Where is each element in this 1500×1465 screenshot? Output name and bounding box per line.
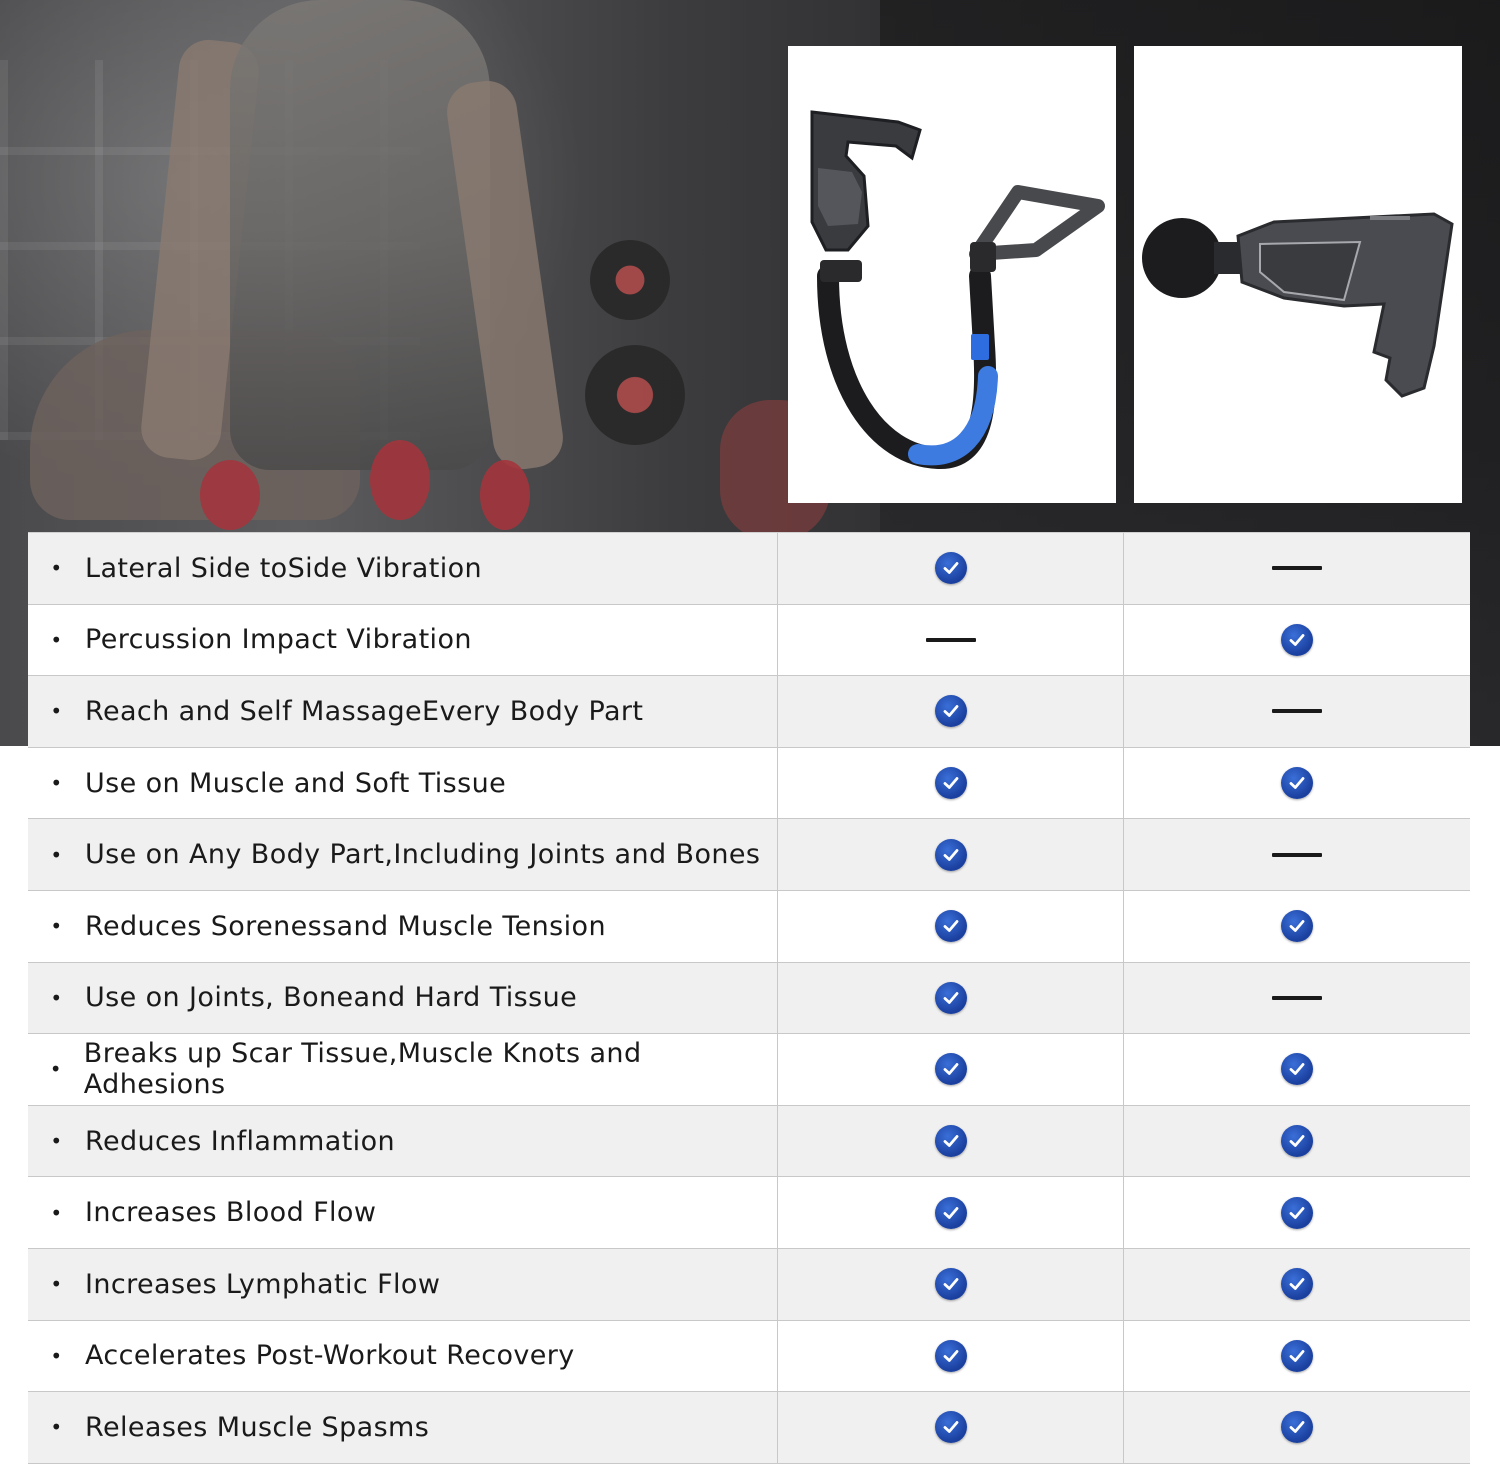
feature-cell <box>28 819 778 890</box>
strap-massager-image <box>788 46 1116 503</box>
right-product-cell <box>1124 605 1470 676</box>
bullet-icon: • <box>50 771 63 796</box>
check-icon <box>935 982 967 1014</box>
feature-label: Increases Blood Flow <box>85 1197 377 1229</box>
check-icon <box>1281 1197 1313 1229</box>
checkmark-glyph <box>1287 1417 1307 1437</box>
check-icon <box>935 1125 967 1157</box>
check-icon <box>1281 1053 1313 1085</box>
check-icon <box>935 1268 967 1300</box>
table-row <box>28 819 1470 891</box>
dash-icon <box>1272 566 1322 570</box>
right-product-cell <box>1124 963 1470 1034</box>
bullet-icon: • <box>50 842 63 867</box>
dash-icon <box>1272 996 1322 1000</box>
dash-icon <box>926 638 976 642</box>
left-product-cell <box>778 1177 1124 1248</box>
feature-label: Breaks up Scar Tissue,Muscle Knots and Adhesions <box>83 1038 642 1101</box>
checkmark-glyph <box>1287 630 1307 650</box>
table-row <box>28 676 1470 748</box>
right-product-cell <box>1124 891 1470 962</box>
checkmark-glyph <box>1287 1203 1307 1223</box>
feature-cell <box>28 605 778 676</box>
checkmark-glyph <box>941 558 961 578</box>
right-product-cell <box>1124 1249 1470 1320</box>
feature-label: Use on Muscle and Soft Tissue <box>85 767 507 799</box>
check-icon <box>1281 767 1313 799</box>
weight-plate <box>585 345 685 445</box>
left-product-cell <box>778 533 1124 604</box>
check-icon <box>935 552 967 584</box>
weight-plate <box>590 240 670 320</box>
massage-gun-card <box>1134 46 1462 503</box>
strap-massager-card <box>788 46 1116 503</box>
table-row <box>28 1106 1470 1178</box>
checkmark-glyph <box>941 1059 961 1079</box>
check-icon <box>935 839 967 871</box>
feature-cell <box>28 1034 778 1105</box>
checkmark-glyph <box>1287 1131 1307 1151</box>
left-product-cell <box>778 1034 1124 1105</box>
feature-cell <box>28 1321 778 1392</box>
left-product-cell <box>778 963 1124 1034</box>
left-product-cell <box>778 891 1124 962</box>
left-product-cell <box>778 1392 1124 1463</box>
check-icon <box>1281 1340 1313 1372</box>
table-row <box>28 963 1470 1035</box>
check-icon <box>1281 1268 1313 1300</box>
checkmark-glyph <box>941 773 961 793</box>
feature-cell <box>28 1392 778 1463</box>
athlete-torso <box>230 0 490 470</box>
right-product-cell <box>1124 748 1470 819</box>
feature-cell <box>28 533 778 604</box>
checkmark-glyph <box>941 988 961 1008</box>
checkmark-glyph <box>1287 1274 1307 1294</box>
feature-cell <box>28 1249 778 1320</box>
right-product-cell <box>1124 1106 1470 1177</box>
left-product-cell <box>778 748 1124 819</box>
dumbbell <box>480 460 530 530</box>
feature-label: Percussion Impact Vibration <box>85 624 472 656</box>
table-row <box>28 748 1470 820</box>
right-product-cell <box>1124 1321 1470 1392</box>
check-icon <box>935 767 967 799</box>
checkmark-glyph <box>941 1417 961 1437</box>
check-icon <box>935 1340 967 1372</box>
left-product-cell <box>778 605 1124 676</box>
feature-cell <box>28 748 778 819</box>
table-row <box>28 1177 1470 1249</box>
checkmark-glyph <box>941 1203 961 1223</box>
feature-label: Use on Joints, Boneand Hard Tissue <box>85 982 578 1014</box>
right-product-cell <box>1124 1177 1470 1248</box>
right-product-cell <box>1124 1392 1470 1463</box>
dumbbell <box>200 460 260 530</box>
feature-label: Reach and Self MassageEvery Body Part <box>85 695 644 727</box>
table-row <box>28 1034 1470 1106</box>
left-product-cell <box>778 676 1124 747</box>
feature-label: Reduces Sorenessand Muscle Tension <box>85 910 606 942</box>
left-product-cell <box>778 1106 1124 1177</box>
dash-icon <box>1272 709 1322 713</box>
bullet-icon: • <box>50 1129 63 1154</box>
bullet-icon: • <box>50 627 63 652</box>
massage-ball-head <box>1142 218 1222 298</box>
feature-label: Reduces Inflammation <box>85 1125 396 1157</box>
massage-gun-image <box>1134 46 1462 503</box>
check-icon <box>935 1197 967 1229</box>
feature-label: Use on Any Body Part,Including Joints and Bones <box>85 839 761 871</box>
bullet-icon: • <box>50 1200 63 1225</box>
checkmark-glyph <box>1287 1346 1307 1366</box>
check-icon <box>1281 1411 1313 1443</box>
feature-cell <box>28 676 778 747</box>
check-icon <box>935 910 967 942</box>
dash-icon <box>1272 853 1322 857</box>
feature-comparison-table <box>28 532 1470 1464</box>
checkmark-glyph <box>1287 916 1307 936</box>
right-product-cell <box>1124 819 1470 890</box>
table-row <box>28 1249 1470 1321</box>
feature-label: Releases Muscle Spasms <box>85 1411 430 1443</box>
left-product-cell <box>778 819 1124 890</box>
checkmark-glyph <box>1287 773 1307 793</box>
checkmark-glyph <box>1287 1059 1307 1079</box>
checkmark-glyph <box>941 1346 961 1366</box>
feature-label: Accelerates Post-Workout Recovery <box>85 1340 575 1372</box>
checkmark-glyph <box>941 701 961 721</box>
table-row <box>28 533 1470 605</box>
bullet-icon: • <box>50 1343 63 1368</box>
right-product-cell <box>1124 1034 1470 1105</box>
left-product-cell <box>778 1249 1124 1320</box>
check-icon <box>1281 624 1313 656</box>
feature-label: Lateral Side toSide Vibration <box>85 552 483 584</box>
table-row <box>28 1392 1470 1464</box>
right-product-cell <box>1124 533 1470 604</box>
check-icon <box>1281 1125 1313 1157</box>
left-product-cell <box>778 1321 1124 1392</box>
checkmark-glyph <box>941 916 961 936</box>
bullet-icon: • <box>50 1415 63 1440</box>
table-row <box>28 605 1470 677</box>
check-icon <box>935 1411 967 1443</box>
check-icon <box>1281 910 1313 942</box>
feature-cell <box>28 963 778 1034</box>
bullet-icon: • <box>49 1057 62 1082</box>
feature-cell <box>28 891 778 962</box>
feature-cell <box>28 1106 778 1177</box>
bullet-icon: • <box>50 699 63 724</box>
bullet-icon: • <box>50 985 63 1010</box>
table-row <box>28 891 1470 963</box>
dumbbell <box>370 440 430 520</box>
checkmark-glyph <box>941 1274 961 1294</box>
check-icon <box>935 695 967 727</box>
feature-label: Increases Lymphatic Flow <box>85 1268 441 1300</box>
table-row <box>28 1321 1470 1393</box>
feature-cell <box>28 1177 778 1248</box>
bullet-icon: • <box>50 914 63 939</box>
right-product-cell <box>1124 676 1470 747</box>
checkmark-glyph <box>941 845 961 865</box>
checkmark-glyph <box>941 1131 961 1151</box>
bullet-icon: • <box>50 556 63 581</box>
check-icon <box>935 1053 967 1085</box>
bullet-icon: • <box>50 1272 63 1297</box>
